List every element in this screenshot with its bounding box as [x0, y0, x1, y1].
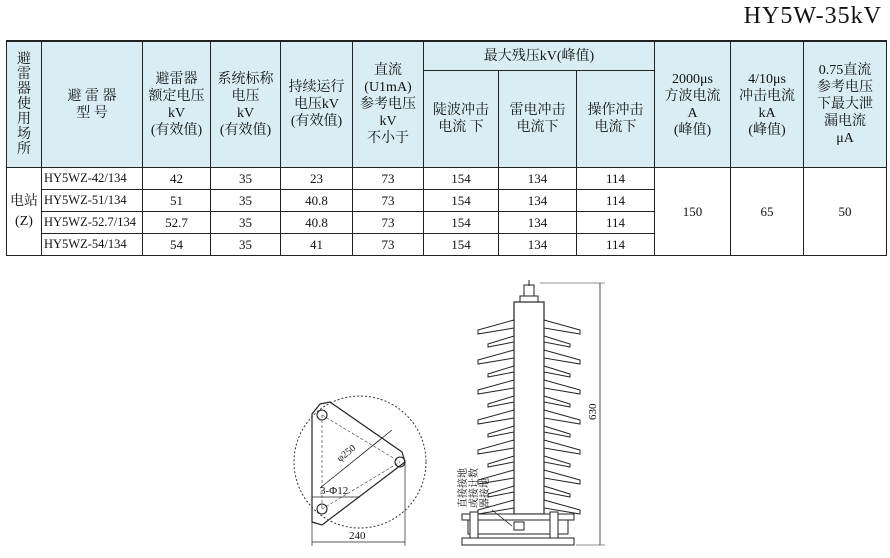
system-voltage-cell: 35 — [211, 190, 281, 212]
header-lightning-impulse: 雷电冲击 电流下 — [499, 71, 577, 168]
header-switching-impulse: 操作冲击 电流下 — [577, 71, 655, 168]
model-cell: HY5WZ-51/134 — [42, 190, 143, 212]
switching-impulse-cell: 114 — [577, 168, 655, 190]
continuous-voltage-cell: 40.8 — [281, 212, 353, 234]
header-max-residual-voltage: 最大残压kV(峰值) — [424, 41, 655, 71]
rated-voltage-cell: 51 — [143, 190, 211, 212]
switching-impulse-cell: 114 — [577, 190, 655, 212]
steep-wave-cell: 154 — [424, 168, 499, 190]
system-voltage-cell: 35 — [211, 234, 281, 256]
ground-note-line: 直接接地 — [458, 468, 469, 508]
base-plate-top-view — [294, 396, 426, 546]
header-usage: 避 雷 器 使 用 场 所 — [7, 41, 42, 168]
header-leakage-current: 0.75直流 参考电压 下最大泄 漏电流 μA — [804, 41, 887, 168]
continuous-voltage-cell: 40.8 — [281, 190, 353, 212]
square-wave-cell: 150 — [655, 168, 731, 256]
model-cell: HY5WZ-42/134 — [42, 168, 143, 190]
header-steep-wave: 陡波冲击 电流 下 — [424, 71, 499, 168]
lightning-impulse-cell: 134 — [499, 212, 577, 234]
rated-voltage-cell: 54 — [143, 234, 211, 256]
lightning-impulse-cell: 134 — [499, 234, 577, 256]
model-cell: HY5WZ-54/134 — [42, 234, 143, 256]
height-label: 630 — [587, 403, 599, 420]
continuous-voltage-cell: 41 — [281, 234, 353, 256]
page-title: HY5W-35kV — [743, 3, 882, 29]
dc-reference-voltage-cell: 73 — [353, 190, 424, 212]
impulse-current-cell: 65 — [731, 168, 804, 256]
base-width-label: 240 — [349, 530, 366, 542]
header-dc-reference-voltage: 直流 (U1mA) 参考电压 kV 不小于 — [353, 41, 424, 168]
holes-label: 3-Φ12 — [320, 485, 349, 497]
ground-note-line: 器接地 — [480, 478, 491, 508]
steep-wave-cell: 154 — [424, 212, 499, 234]
dc-reference-voltage-cell: 73 — [353, 212, 424, 234]
switching-impulse-cell: 114 — [577, 212, 655, 234]
steep-wave-cell: 154 — [424, 234, 499, 256]
usage-cell: 电站 (Z) — [7, 168, 42, 256]
leakage-current-cell: 50 — [804, 168, 887, 256]
header-impulse-current: 4/10μs 冲击电流 kA (峰值) — [731, 41, 804, 168]
dc-reference-voltage-cell: 73 — [353, 168, 424, 190]
base-diameter-label: φ250 — [335, 442, 359, 465]
rated-voltage-cell: 42 — [143, 168, 211, 190]
continuous-voltage-cell: 23 — [281, 168, 353, 190]
switching-impulse-cell: 114 — [577, 234, 655, 256]
lightning-impulse-cell: 134 — [499, 190, 577, 212]
header-system-voltage: 系统标称 电压 kV (有效值) — [211, 41, 281, 168]
header-continuous-voltage: 持续运行 电压kV (有效值) — [281, 41, 353, 168]
header-square-wave-current: 2000μs 方波电流 A (峰值) — [655, 41, 731, 168]
model-cell: HY5WZ-52.7/134 — [42, 212, 143, 234]
rated-voltage-cell: 52.7 — [143, 212, 211, 234]
ground-note-line: 或接计数 — [469, 468, 480, 508]
arrester-side-view — [456, 280, 605, 545]
header-model: 避 雷 器 型 号 — [42, 41, 143, 168]
system-voltage-cell: 35 — [211, 212, 281, 234]
header-rated-voltage: 避雷器 额定电压 kV (有效值) — [143, 41, 211, 168]
dc-reference-voltage-cell: 73 — [353, 234, 424, 256]
steep-wave-cell: 154 — [424, 190, 499, 212]
lightning-impulse-cell: 134 — [499, 168, 577, 190]
system-voltage-cell: 35 — [211, 168, 281, 190]
